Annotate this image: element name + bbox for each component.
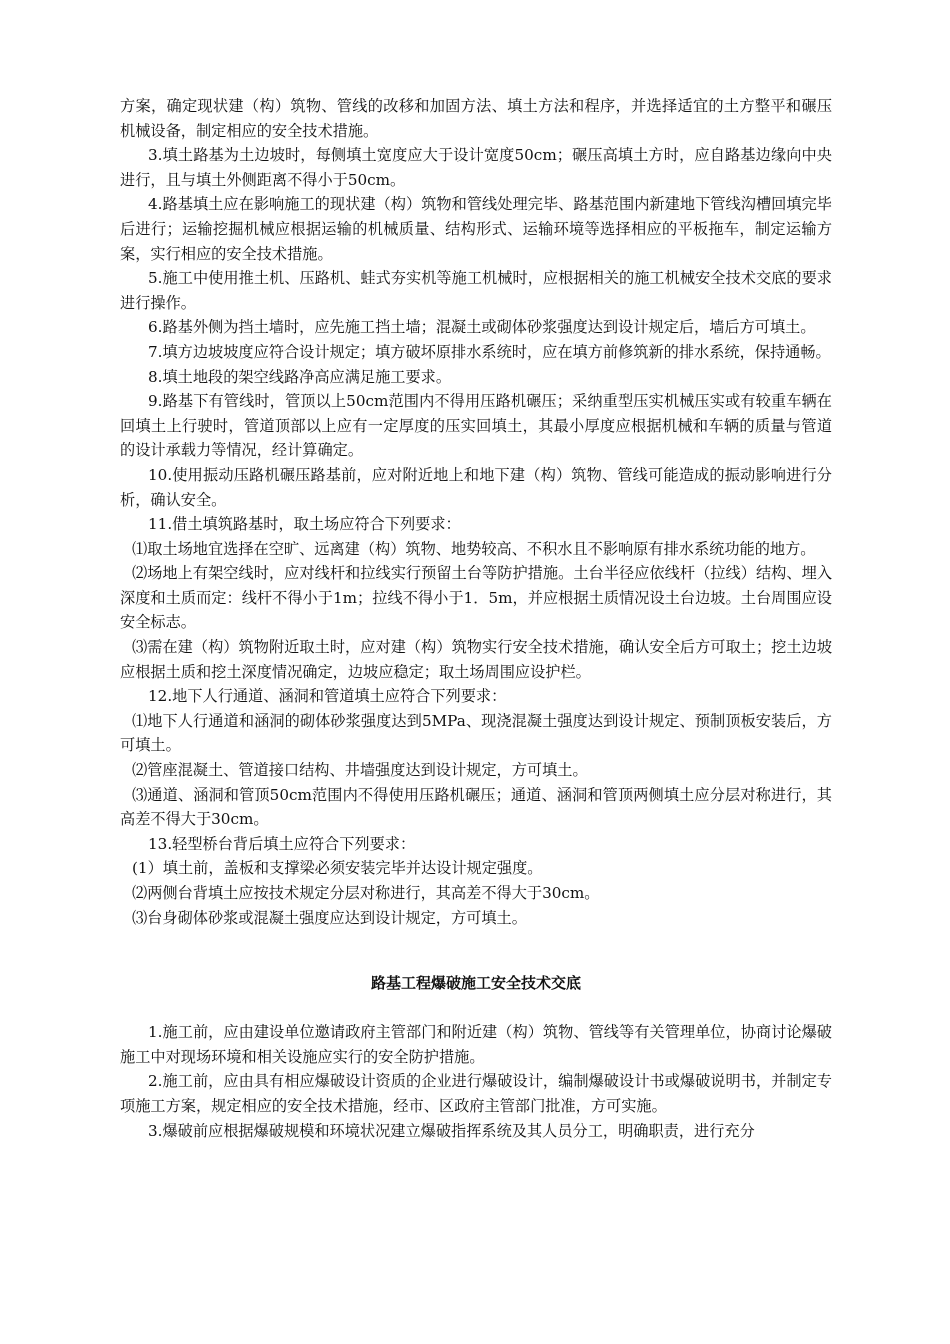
section-blasting — [120, 1020, 832, 1143]
paragraph: 3.爆破前应根据爆破规模和环境状况建立爆破指挥系统及其人员分工，明确职责，进行充分 — [148, 1121, 755, 1140]
paragraph: 12.地下人行通道、涵洞和管道填土应符合下列要求： — [148, 687, 507, 706]
paragraph: 13.轻型桥台背后填土应符合下列要求： — [148, 834, 416, 853]
paragraph: 8.填土地段的架空线路净高应满足施工要求。 — [148, 367, 452, 386]
paragraph: ⑶需在建（构）筑物附近取土时，应对建（构）筑物实行安全技术措施，确认安全后方可取土；挖土边坡应根据土质和挖土深度情况确定，边坡应稳定；取土场周围应设护栏。 — [120, 638, 832, 681]
paragraph: ⑴地下人行通道和涵洞的砌体砂浆强度达到5MPa、现浇混凝土强度达到设计规定、预制顶板安装后，方可填土。 — [120, 711, 832, 755]
section-construction-filling — [120, 94, 832, 930]
paragraph: 1.施工前，应由建设单位邀请政府主管部门和附近建（构）筑物、管线等有关管理单位，协商讨论爆破施工中对现场环境和相关设施应实行的安全防护措施。 — [120, 1023, 832, 1066]
paragraph: ⑶通道、涵洞和管顶50cm范围内不得使用压路机碾压；通道、涵洞和管顶两侧填土应分层对称进行，其高差不得大于30cm。 — [120, 785, 832, 829]
paragraph: ⑵管座混凝土、管道接口结构、井墙强度达到设计规定，方可填土。 — [132, 761, 588, 780]
paragraph: ⑴取土场地宜选择在空旷、远离建（构）筑物、地势较高、不积水且不影响原有排水系统功能的地方。 — [132, 539, 816, 558]
section-gap — [120, 930, 832, 970]
paragraph: 5.施工中使用推土机、压路机、蛙式夯实机等施工机械时，应根据相关的施工机械安全技术交底的要求进行操作。 — [120, 269, 832, 312]
paragraph: 方案，确定现状建（构）筑物、管线的改移和加固方法、填土方法和程序，并选择适宜的土方整平和碾压机械设备，制定相应的安全技术措施。 — [120, 97, 832, 140]
paragraph: 11.借土填筑路基时，取土场应符合下列要求： — [148, 515, 461, 534]
title-gap — [120, 996, 832, 1020]
paragraph: (1）填土前，盖板和支撑梁必须安装完毕并达设计规定强度。 — [132, 859, 543, 878]
paragraph: 4.路基填土应在影响施工的现状建（构）筑物和管线处理完毕、路基范围内新建地下管线沟槽回填完毕后进行；运输挖掘机械应根据运输的机械质量、结构形式、运输环境等选择相应的平板拖车，制定运输方案，实行相应的安全技术措施。 — [120, 195, 832, 263]
paragraph: 10.使用振动压路机碾压路基前，应对附近地上和地下建（构）筑物、管线可能造成的振动影响进行分析，确认安全。 — [120, 465, 832, 509]
paragraph: 9.路基下有管线时，管顶以上50cm范围内不得用压路机碾压；采纳重型压实机械压实或有较重车辆在回填土上行驶时，管道顶部以上应有一定厚度的压实回填土，其最小厚度应根据机械和车辆的质量与管道的设计承载力等情况，经计算确定。 — [120, 392, 832, 460]
paragraph: ⑶台身砌体砂浆或混凝土强度应达到设计规定，方可填土。 — [132, 908, 527, 927]
document-page — [120, 94, 832, 1143]
paragraph: 7.填方边坡坡度应符合设计规定；填方破坏原排水系统时，应在填方前修筑新的排水系统，保持通畅。 — [148, 342, 831, 361]
paragraph: 3.填土路基为土边坡时，每侧填土宽度应大于设计宽度50cm；碾压高填土方时，应自路基边缘向中央进行，且与填土外侧距离不得小于50cm。 — [120, 146, 832, 189]
paragraph: ⑵场地上有架空线时，应对线杆和拉线实行预留土台等防护措施。土台半径应依线杆（拉线）结构、埋入深度和土质而定：线杆不得小于1m；拉线不得小于1．5m，并应根据土质情况设土台边坡。土台周围应设安全标志。 — [120, 564, 832, 632]
paragraph: 6.路基外侧为挡土墙时，应先施工挡土墙；混凝土或砌体砂浆强度达到设计规定后，墙后方可填土。 — [148, 318, 816, 337]
paragraph: 2.施工前，应由具有相应爆破设计资质的企业进行爆破设计，编制爆破设计书或爆破说明书，并制定专项施工方案，规定相应的安全技术措施，经市、区政府主管部门批准，方可实施。 — [120, 1072, 832, 1115]
paragraph: ⑵两侧台背填土应按技术规定分层对称进行，其高差不得大于30cm。 — [132, 884, 600, 902]
section-title: 路基工程爆破施工安全技术交底 — [370, 974, 581, 993]
